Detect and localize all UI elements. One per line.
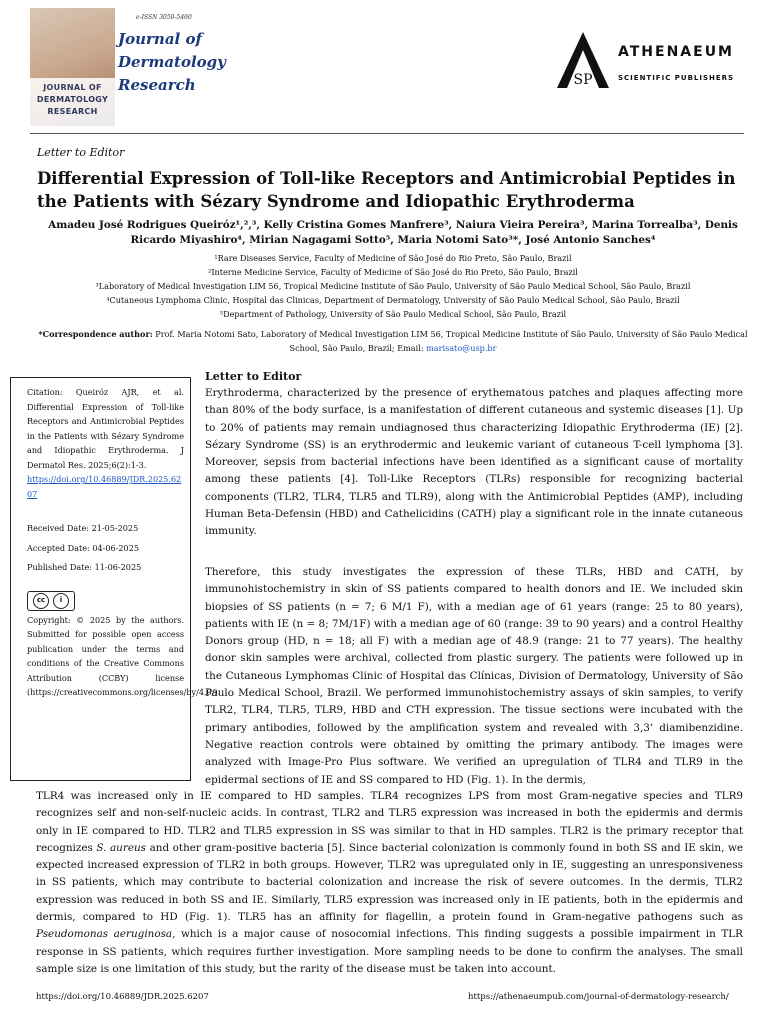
creative-commons-badge[interactable] bbox=[27, 591, 75, 611]
body-text-run-3: which is a major cause of nosocomial infections. This finding suggests a possible impairment in TLR response in SS patients, which requires further investigation. More sampling needs to be done to confirm the analyses. The small sample size is one limitation of this study, but the rarity of the disease must be taken into account. bbox=[36, 928, 743, 975]
journal-name-line-2: Dermatology bbox=[118, 53, 226, 71]
correspondence bbox=[36, 327, 750, 355]
journal-name-line-3: Research bbox=[118, 76, 196, 94]
affiliation-2: ²Interne Medicine Service, Faculty of Medicine of São José do Rio Preto, São Paulo, Brazil bbox=[208, 267, 578, 277]
logo-line-1: JOURNAL OF bbox=[43, 83, 102, 92]
journal-cover-caption bbox=[30, 78, 115, 126]
correspondence-text: Prof. Maria Notomi Sato, Laboratory of Medical Investigation LIM 56, Tropical Medicine Institute of São Paulo, University of São Paulo Medical School, São Paulo, Brazil; Email: bbox=[155, 329, 748, 353]
issn: e-ISSN 3050-5460 bbox=[136, 14, 192, 21]
affiliation-3: ³Laboratory of Medical Investigation LIM 56, Tropical Medicine Institute of São Paulo, University of São Paulo Medical School, São Paulo, Brazil bbox=[95, 281, 691, 291]
received-date: Received Date: 21-05-2025 bbox=[27, 523, 139, 533]
logo-line-2: DERMATOLOGY bbox=[36, 95, 109, 104]
publisher-subtitle: SCIENTIFIC PUBLISHERS bbox=[618, 74, 735, 82]
body-paragraph-2-lower bbox=[36, 788, 743, 978]
publisher-name: ATHENAEUM bbox=[618, 44, 734, 60]
article-title: Differential Expression of Toll-like Receptors and Antimicrobial Peptides in the Patients with Sézary Syndrome and Idiopathic Erythroderma bbox=[37, 169, 736, 211]
footer-doi-link[interactable]: https://doi.org/10.46889/JDR.2025.6207 bbox=[36, 992, 209, 1002]
body-paragraph-1: Erythroderma, characterized by the presence of erythematous patches and plaques affecting more than 80% of the body surface, is a manifestation of different cutaneous and systemic diseases [1]. Up to 20% of patients may remain undiagnosed thus characterizing Idiopathic Erythroderma (IE) [2]. Sézary Syndrome (SS) is an erythrodermic and leukemic variant of cutaneous T-cell lymphoma [3]. Moreover, sepsis from bacterial infections have been identified as a significant cause of mortality among these patients [4]. Toll-Like Receptors (TLRs) responsible for recognizing bacterial components (TLR2, TLR4, TLR5 and TLR9), along with the Antimicrobial Peptides (AMP), including Human Beta-Defensin (HBD) and Cathelicidins (CATH) play a significant role in the innate cutaneous immunity. bbox=[205, 387, 743, 538]
article-type: Letter to Editor bbox=[37, 146, 125, 159]
affiliation-1: ¹Rare Diseases Service, Faculty of Medicine of São José do Rio Preto, São Paulo, Brazil bbox=[214, 253, 572, 263]
affiliations bbox=[36, 251, 750, 321]
affiliation-4: ⁴Cutaneous Lymphoma Clinic, Hospital das Clinicas, Department of Dermatology, University of São Paulo Medical School, São Paulo, Brazil bbox=[106, 295, 680, 305]
citation-text: Citation: Queiróz AJR, et al. Differential Expression of Toll-like Receptors and Antimicrobial Peptides in the Patients with Sézary Syndrome and Idiopathic Erythroderma. J Dermatol Res. 2025;6(2):1-3. bbox=[27, 387, 184, 470]
body-italic-s-aureus: S. aureus bbox=[96, 841, 147, 854]
journal-cover-logo bbox=[30, 8, 115, 126]
published-date: Published Date: 11-06-2025 bbox=[27, 562, 142, 572]
publisher-mark-letters: SP bbox=[573, 72, 593, 88]
correspondence-email-link[interactable]: marisato@usp.br bbox=[426, 343, 497, 353]
header-divider bbox=[30, 133, 744, 134]
body-italic-pseudomonas: Pseudomonas aeruginosa, bbox=[36, 928, 176, 941]
journal-name bbox=[118, 28, 226, 97]
logo-line-3: RESEARCH bbox=[47, 107, 98, 116]
section-heading: Letter to Editor bbox=[205, 370, 302, 383]
author-list: Amadeu José Rodrigues Queiróz¹,²,³, Kelly Cristina Gomes Manfrere³, Naiura Vieira Pereira³, Marina Torrealba³, Denis Ricardo Miyashiro⁴, Mirian Nagagami Sotto⁵, Maria Notomi Sato³*, José Antonio Sanches⁴ bbox=[48, 219, 738, 246]
accepted-date: Accepted Date: 04-06-2025 bbox=[27, 542, 140, 553]
copyright-text: Copyright: © 2025 by the authors. Submitted for possible open access publication under the terms and conditions of the Creative Commons Attribution (CCBY) license (https://creativecommons.org/licenses/by/4.0/). bbox=[27, 614, 221, 697]
body-paragraph-2-upper: Therefore, this study investigates the expression of these TLRs, HBD and CATH, by immunohistochemistry in skin of SS patients compared to health donors and IE. We included skin biopsies of SS patients (n = 7; 6 M/1 F), with a median age of 61 years (range: 25 to 80 years), patients with IE (n = 8; 7M/1F) with a median age of 60 (range: 39 to 90 years) and a control Healthy Donors group (HD, n = 18; all F) with a median age of 48.9 (range: 21 to 77 years). The healthy donor skin samples were archival, collected from plastic surgery. The patients were followed up in the Cutaneous Lymphomas Clinic of Hospital das Clínicas, Division of Dermatology, University of São Paulo Medical School, Brazil. We performed immunohistochemistry assays of skin samples, to verify TLR2, TLR4, TLR5, TLR9, HBD and CTH expression. The tissue sections were incubated with the primary antibodies, followed by the amplification system and revealed with 3,3’ diamibenzidine. Negative reaction controls were obtained by omitting the primary antibody. The images were analyzed with Image-Pro Plus software. We verified an upregulation of TLR4 and TLR9 in the epidermal sections of IE and SS compared to HD (Fig. 1). In the dermis, bbox=[205, 566, 743, 786]
journal-name-line-1: Journal of bbox=[118, 30, 202, 48]
attribution-icon: i bbox=[53, 593, 69, 609]
body-text-run-2: and other gram-positive bacteria [5]. Since bacterial colonization is commonly found in both SS and IE skin, we expected increased expression of TLR2 in both groups. However, TLR2 was upregulated only in IE, suggesting an unresponsiveness in SS patients, which may contribute to bacterial colonization and increase the risk of severe outcomes. In the dermis, TLR2 expression was reduced in both SS and IE. Similarly, TLR5 expression was increased only in IE patients, both in the epidermis and dermis, compared to HD (Fig. 1). TLR5 has an affinity for flagellin, a protein found in Gram-negative pathogens such as bbox=[36, 841, 743, 924]
citation-sidebar bbox=[10, 377, 221, 781]
affiliation-5: ⁵Department of Pathology, University of São Paulo Medical School, São Paulo, Brazil bbox=[219, 309, 567, 319]
correspondence-label: *Correspondence author: bbox=[38, 329, 153, 339]
footer-journal-link[interactable]: https://athenaeumpub.com/journal-of-dermatology-research/ bbox=[468, 992, 729, 1002]
body-text-run-1: TLR4 was increased only in IE compared to HD samples. TLR4 recognizes LPS from most Gram-negative species and TLR9 recognizes self and non-self-nucleic acids. In contrast, TLR2 and TLR5 expression was increased in both the epidermis and dermis only in IE compared to HD. TLR2 and TLR5 expression in SS was similar to that in HD samples. TLR2 is the primary receptor that recognizes bbox=[36, 790, 743, 854]
publisher-logo-icon bbox=[553, 30, 613, 90]
doi-link[interactable]: https://doi.org/10.46889/JDR.2025.6207 bbox=[27, 474, 182, 499]
cc-icon: cc bbox=[33, 593, 49, 609]
